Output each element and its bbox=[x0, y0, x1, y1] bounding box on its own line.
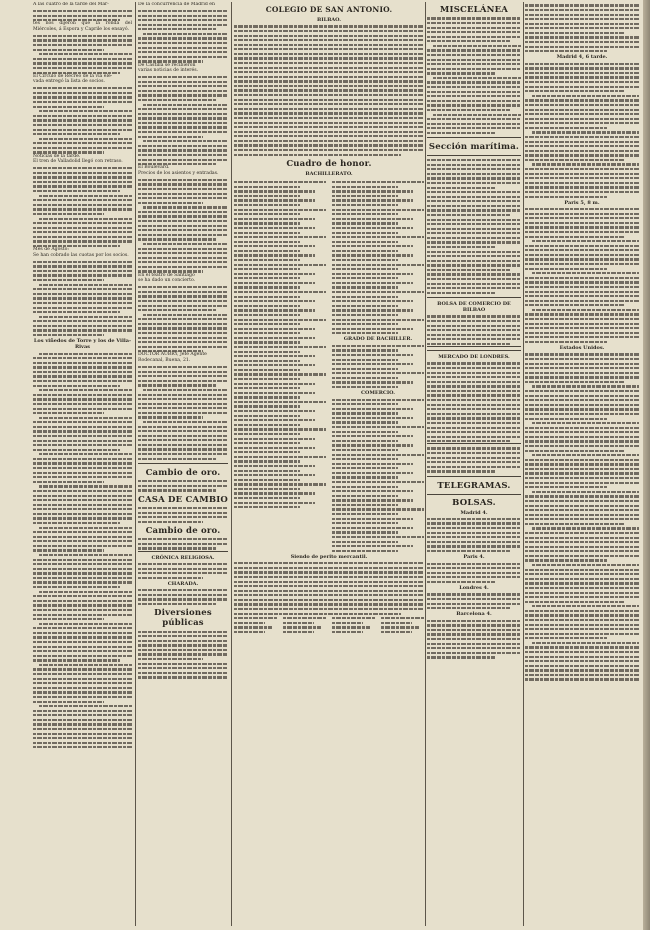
col4-madrid-label: Madrid 4. bbox=[460, 509, 488, 516]
col5-paris-label: Paris 5, 8 m. bbox=[564, 199, 600, 206]
page-edge bbox=[643, 0, 650, 930]
col2-section-lead: DOCTOR AUBRY, Jefe Agente bbox=[138, 352, 207, 358]
column-rule bbox=[523, 2, 524, 926]
col4-londres-label: Londres 4. bbox=[459, 585, 489, 592]
column-rule bbox=[425, 2, 426, 926]
col2-section-body: Rodecanal, Buena, 21. bbox=[138, 358, 191, 364]
col3-comercio: COMERCIO. bbox=[361, 390, 395, 397]
column-rule bbox=[231, 2, 232, 926]
col3-honor-title: Cuadro de honor. bbox=[286, 158, 372, 169]
col4-telegramas: TELEGRAMAS. bbox=[437, 480, 511, 491]
col2-section-lead: De Castilla se recibieron bbox=[138, 62, 196, 68]
col2-first-line: De la concurrencia de Madrid en bbox=[138, 2, 215, 7]
col1-section-body: El tren de Valladolid llegó con retraso. bbox=[33, 159, 123, 165]
col2-section-body: se ha dado un concierto. bbox=[138, 278, 196, 284]
col2-section-body: Precios de los asientos y entradas. bbox=[138, 170, 219, 176]
col3-bachillerato: BACHILLERATO. bbox=[305, 170, 353, 177]
col4-mercado-title: MERCADO DE LONDRES. bbox=[438, 354, 510, 361]
column-3 bbox=[234, 2, 424, 928]
col2-casa-cambio-title: CASA DE CAMBIO bbox=[138, 494, 228, 505]
col1-section-body: vada entregó la lista de socios. bbox=[33, 79, 105, 85]
col5-madrid-label: Madrid 4, 6 tarde. bbox=[556, 54, 608, 61]
col2-cambio-title: Cambio de oro. bbox=[145, 467, 221, 478]
column-rule bbox=[135, 2, 136, 926]
col4-paris-label: Paris 4. bbox=[463, 554, 485, 561]
col1-paragraph-1: tes nos dijeron que la ronda del Miércoles, á Espora y Caprile los ensayó. bbox=[33, 21, 132, 32]
col2-charada-title: CHARADA. bbox=[167, 580, 199, 587]
col4-bolsa-bilbao: BOLSA DE COMERCIO DE BILBAO bbox=[437, 300, 511, 313]
col4-seccion-title: Sección marítima. bbox=[428, 142, 520, 153]
col5-notice: Estados Unidos. bbox=[559, 345, 605, 352]
col1-first-line: A las cuatro de la tarde del Mar- bbox=[33, 2, 109, 7]
col3-footer: Siendo de perito mercantil. bbox=[290, 553, 368, 560]
column-5 bbox=[525, 2, 639, 928]
col2-cambio-oro-title: Cambio de oro. bbox=[145, 525, 221, 536]
column-1 bbox=[33, 2, 132, 928]
col3-subtitle: BILBAO. bbox=[317, 17, 341, 23]
col3-title: COLEGIO DE SAN ANTONIO. bbox=[265, 5, 393, 14]
column-2 bbox=[138, 2, 228, 928]
col1-section-lead: Noticias de la tarde. bbox=[33, 153, 81, 159]
col1-section-lead: El Circulo de Recreo de la via ele- bbox=[33, 73, 113, 79]
col1-notice-header: Los viñedos de Torre y los de Villa-Rivas bbox=[33, 338, 132, 351]
column-4 bbox=[427, 2, 521, 928]
col2-section-lead: El Boulevard. bbox=[138, 165, 170, 171]
col4-bolsas: BOLSAS. bbox=[452, 497, 496, 508]
col4-title: MISCELÁNEA bbox=[439, 5, 509, 15]
col2-diversiones-title: Diversiones públicas bbox=[154, 608, 212, 629]
col1-section-body: Se han cobrado las cuotas por los socios. bbox=[33, 252, 129, 258]
col3-grado-title: GRADO DE BACHILLER. bbox=[343, 336, 413, 343]
col2-cronica-title: CRÓNICA RELIGIOSA. bbox=[151, 554, 215, 561]
col4-barcelona-label: Barcelona 4. bbox=[456, 611, 492, 618]
col1-section-lead: Mes de Agosto: bbox=[33, 247, 69, 253]
col2-section-lead: En el teatro de Santiago bbox=[138, 272, 195, 278]
col2-section-body: varias noticias de interés. bbox=[138, 68, 199, 74]
